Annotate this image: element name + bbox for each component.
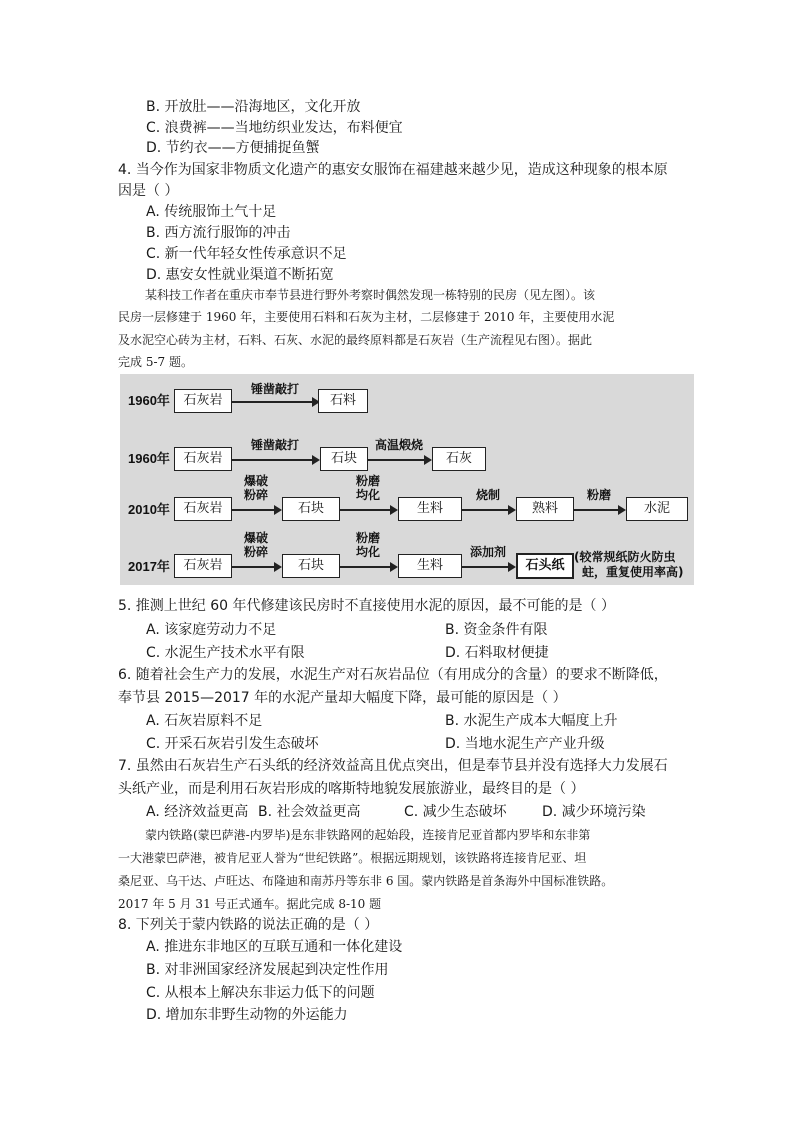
row4-box-limestone: 石灰岩 <box>174 554 232 578</box>
row4-box-block: 石块 <box>282 554 340 578</box>
q4-stem-line2: 因是（ ） <box>118 183 179 199</box>
q3-option-d: D. 节约衣——方便捕捉鱼蟹 <box>146 140 320 156</box>
row4-arrow1 <box>232 566 280 568</box>
row4-note-line1: (较常规纸防火防虫 <box>574 550 676 564</box>
passage2-line2: 一大港蒙巴萨港，被肯尼亚人誉为“世纪铁路”。根据远期规划，该铁路将连接肯尼亚、坦 <box>118 851 587 865</box>
row1-year: 1960年 <box>128 393 170 408</box>
passage1-line3: 及水泥空心砖为主材，石料、石灰、水泥的最终原料都是石灰岩（生产流程见右图）。据此 <box>118 333 593 347</box>
q5-option-a: A. 该家庭劳动力不足 <box>146 622 277 638</box>
row4-box-raw: 生料 <box>398 554 462 578</box>
row3-box-clinker: 熟料 <box>516 497 574 521</box>
row1-box-stone: 石料 <box>318 389 368 413</box>
passage1-line4: 完成 5-7 题。 <box>118 355 193 369</box>
row2-box-block: 石块 <box>320 447 368 471</box>
q6-option-b: B. 水泥生产成本大幅度上升 <box>445 713 618 729</box>
limestone-process-diagram <box>120 374 694 585</box>
q6-stem-line2: 奉节县 2015—2017 年的水泥产量却大幅度下降，最可能的原因是（ ） <box>118 690 567 706</box>
passage2-line4: 2017 年 5 月 31 号正式通车。据此完成 8-10 题 <box>118 897 382 911</box>
q4-option-a: A. 传统服饰土气十足 <box>146 204 277 220</box>
row4-arrow3 <box>462 566 514 568</box>
q4-stem-line1: 4. 当今作为国家非物质文化遗产的惠安女服饰在福建越来越少见，造成这种现象的根本原 <box>118 162 668 178</box>
row2-year: 1960年 <box>128 451 170 466</box>
row4-note-line2: 蛀，重复使用率高) <box>582 565 684 579</box>
row4-label1: 爆破 粉碎 <box>243 531 268 559</box>
row3-arrow3 <box>462 509 514 511</box>
q3-option-b: B. 开放肚——沿海地区，文化开放 <box>146 99 361 115</box>
q7-stem-line1: 7. 虽然由石灰岩生产石头纸的经济效益高且优点突出，但是奉节县并没有选择大力发展石 <box>118 758 668 774</box>
q6-option-a: A. 石灰岩原料不足 <box>146 713 263 729</box>
row2-label2: 高温煅烧 <box>374 438 423 452</box>
row1-arrow <box>232 401 318 403</box>
row4-year: 2017年 <box>128 559 170 574</box>
q4-option-b: B. 西方流行服饰的冲击 <box>146 225 291 241</box>
row3-box-block: 石块 <box>282 497 340 521</box>
row3-box-raw: 生料 <box>398 497 462 521</box>
row3-label2: 粉磨 均化 <box>355 474 380 502</box>
q6-option-c: C. 开采石灰岩引发生态破坏 <box>146 736 319 752</box>
q8-option-b: B. 对非洲国家经济发展起到决定性作用 <box>146 962 389 978</box>
passage2 <box>118 824 690 847</box>
q3-option-c: C. 浪费裤——当地纺织业发达，布料便宜 <box>146 120 403 136</box>
q6-stem-line1: 6. 随着社会生产力的发展，水泥生产对石灰岩品位（有用成分的含量）的要求不断降低， <box>118 667 668 683</box>
row3-arrow1 <box>232 509 280 511</box>
passage2-line1: 蒙内铁路(蒙巴萨港-内罗毕)是东非铁路网的起始段，连接肯尼亚首都内罗毕和东非第 <box>145 828 591 842</box>
passage1 <box>118 284 690 307</box>
q8-option-a: A. 推进东非地区的互联互通和一体化建设 <box>146 939 403 955</box>
row2-arrow1 <box>232 459 318 461</box>
q4-option-d: D. 惠安女性就业渠道不断拓宽 <box>146 267 334 283</box>
q5-option-d: D. 石料取材便捷 <box>445 645 549 661</box>
q5-stem: 5. 推测上世纪 60 年代修建该民房时不直接使用水泥的原因，最不可能的是（ ） <box>118 598 615 614</box>
row3-label3: 烧制 <box>475 488 500 502</box>
q8-option-c: C. 从根本上解决东非运力低下的问题 <box>146 985 375 1001</box>
row2-box-lime: 石灰 <box>432 447 486 471</box>
row2-arrow2 <box>368 459 430 461</box>
q7-option-d: D. 减少环境污染 <box>542 804 646 820</box>
row4-label2: 粉磨 均化 <box>355 531 380 559</box>
row2-label1: 锤凿敲打 <box>250 438 299 452</box>
row4-label3: 添加剂 <box>469 545 506 559</box>
q4-option-c: C. 新一代年轻女性传承意识不足 <box>146 246 347 262</box>
passage1-line2: 民房一层修建于 1960 年，主要使用石料和石灰为主材，二层修建于 2010 年，主要使用水泥 <box>118 310 615 324</box>
row3-arrow2 <box>340 509 396 511</box>
row3-box-cement: 水泥 <box>626 497 688 521</box>
row2-box-limestone: 石灰岩 <box>174 447 232 471</box>
q7-option-a: A. 经济效益更高 <box>146 804 249 820</box>
row4-box-stonepaper: 石头纸 <box>516 553 574 579</box>
q6-option-d: D. 当地水泥生产产业升级 <box>445 736 605 752</box>
row3-arrow4 <box>574 509 624 511</box>
passage1-line1: 某科技工作者在重庆市奉节县进行野外考察时偶然发现一栋特别的民房（见左图）。该 <box>145 288 596 302</box>
q5-option-b: B. 资金条件有限 <box>445 622 548 638</box>
q7-stem-line2: 头纸产业，而是利用石灰岩形成的喀斯特地貌发展旅游业，最终目的是（ ） <box>118 781 585 797</box>
row3-box-limestone: 石灰岩 <box>174 497 232 521</box>
q5-option-c: C. 水泥生产技术水平有限 <box>146 645 305 661</box>
q7-option-b: B. 社会效益更高 <box>258 804 361 820</box>
row4-arrow2 <box>340 566 396 568</box>
row3-year: 2010年 <box>128 502 170 517</box>
row3-label1: 爆破 粉碎 <box>243 474 268 502</box>
row1-box-limestone: 石灰岩 <box>174 389 232 413</box>
q8-option-d: D. 增加东非野生动物的外运能力 <box>146 1007 348 1023</box>
q8-stem: 8. 下列关于蒙内铁路的说法正确的是（ ） <box>118 917 379 933</box>
q7-option-c: C. 减少生态破坏 <box>404 804 507 820</box>
row1-label: 锤凿敲打 <box>250 382 299 396</box>
passage2-line3: 桑尼亚、乌干达、卢旺达、布隆迪和南苏丹等东非 6 国。蒙内铁路是首条海外中国标准铁路。 <box>118 874 614 888</box>
row3-label4: 粉磨 <box>586 488 611 502</box>
